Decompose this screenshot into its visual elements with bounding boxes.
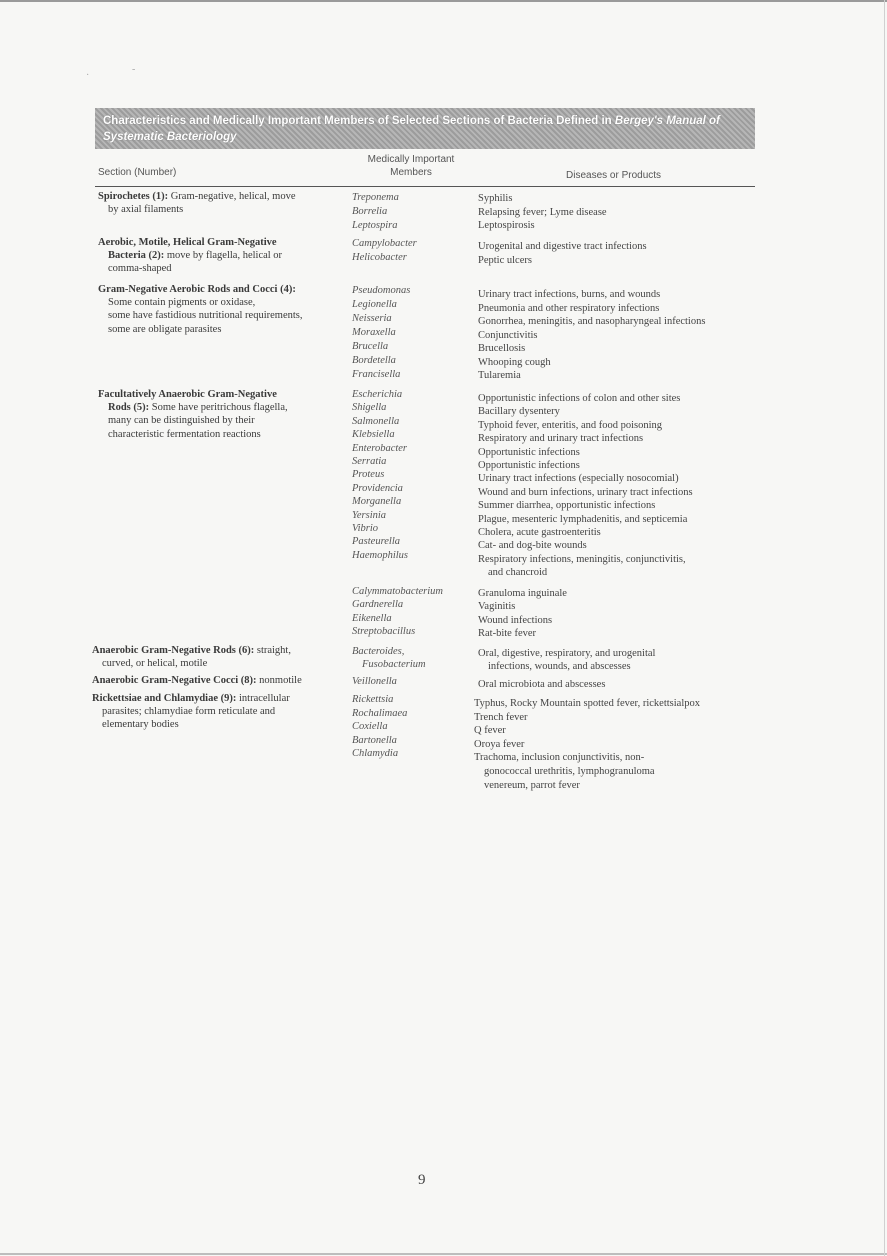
disease-text: Rat-bite fever bbox=[478, 628, 537, 640]
member-name: Salmonella bbox=[352, 415, 400, 427]
disease-text: Urogenital and digestive tract infections bbox=[478, 241, 647, 252]
members-facultative-rods-2 bbox=[352, 585, 477, 639]
disease-text: Urinary tract infections, burns, and wounds bbox=[478, 289, 661, 300]
disease-text: Brucellosis bbox=[478, 343, 526, 354]
section-anaerobic-rods bbox=[92, 644, 340, 670]
members-anaerobic-cocci bbox=[352, 675, 477, 689]
disease-text: Wound infections bbox=[478, 614, 553, 626]
column-header-section: Section (Number) bbox=[98, 167, 177, 178]
member-name: Serratia bbox=[352, 456, 387, 468]
disease-text: Wound and burn infections, urinary tract infections bbox=[478, 486, 693, 498]
member-name: Veillonella bbox=[352, 676, 397, 687]
section-name: Rickettsiae and Chlamydiae (9): bbox=[92, 693, 237, 704]
table-title-italic: Bergey's Manual of Systematic Bacteriology bbox=[103, 115, 720, 143]
member-name: Campylobacter bbox=[352, 238, 417, 249]
section-name: Anaerobic Gram-Negative Rods (6): bbox=[92, 645, 255, 656]
disease-text: Typhoid fever, enteritis, and food poisoning bbox=[478, 419, 663, 431]
member-name: Chlamydia bbox=[352, 748, 399, 760]
section-name-cont: Rods (5): bbox=[108, 402, 150, 414]
members-aerobic-helical bbox=[352, 237, 477, 265]
diseases-aerobic-helical bbox=[478, 240, 753, 267]
disease-text: Oral microbiota and abscesses bbox=[478, 679, 606, 690]
disease-text: Oral, digestive, respiratory, and urogenital bbox=[478, 648, 656, 659]
header-rule bbox=[95, 186, 755, 187]
member-name: Rickettsia bbox=[352, 694, 394, 705]
section-name: Gram-Negative Aerobic Rods and Cocci (4): bbox=[98, 284, 296, 295]
member-name: Francisella bbox=[352, 369, 401, 380]
disease-text-cont: gonococcal urethritis, lymphogranuloma bbox=[484, 765, 655, 777]
disease-text: Gonorrhea, meningitis, and nasopharyngeal infections bbox=[478, 316, 706, 327]
section-desc-line: comma-shaped bbox=[108, 263, 172, 275]
section-desc-line: some are obligate parasites bbox=[108, 323, 222, 335]
section-facultative-rods bbox=[98, 388, 346, 441]
disease-text-cont: and chancroid bbox=[488, 567, 548, 579]
disease-text: Pneumonia and other respiratory infections bbox=[478, 302, 660, 314]
members-anaerobic-rods bbox=[352, 645, 477, 671]
section-desc-line: by axial filaments bbox=[108, 204, 184, 216]
column-header-members: Medically Important Members bbox=[367, 154, 455, 178]
member-name: Neisseria bbox=[352, 313, 392, 324]
disease-text: Trench fever bbox=[474, 711, 528, 723]
disease-text: Oroya fever bbox=[474, 738, 525, 750]
disease-text: Conjunctivitis bbox=[478, 329, 538, 341]
diseases-aerobic-rods-cocci bbox=[478, 288, 753, 383]
member-name: Streptobacillus bbox=[352, 626, 416, 638]
page-right-edge bbox=[884, 0, 885, 1256]
disease-text: Opportunistic infections bbox=[478, 460, 580, 472]
page-number: 9 bbox=[418, 1172, 426, 1188]
section-name: Anaerobic Gram-Negative Cocci (8): bbox=[92, 675, 257, 686]
diseases-anaerobic-cocci bbox=[478, 678, 753, 692]
section-name-cont: Bacteria (2): bbox=[108, 250, 165, 262]
scan-speck: · bbox=[86, 70, 90, 81]
member-name: Coxiella bbox=[352, 721, 388, 733]
member-name: Bartonella bbox=[352, 734, 397, 746]
scan-speck: - bbox=[132, 64, 136, 75]
disease-text: Cholera, acute gastroenteritis bbox=[478, 527, 601, 539]
disease-text: Leptospirosis bbox=[478, 220, 535, 231]
member-name: Helicobacter bbox=[352, 252, 407, 263]
disease-text: Plague, mesenteric lymphadenitis, and septicemia bbox=[478, 513, 688, 525]
section-rickettsiae bbox=[92, 692, 340, 732]
disease-text: Whooping cough bbox=[478, 356, 551, 368]
disease-text: Cat- and dog-bite wounds bbox=[478, 540, 587, 552]
disease-text: Syphilis bbox=[478, 193, 513, 204]
diseases-facultative-rods bbox=[478, 392, 753, 580]
member-name: Eikenella bbox=[352, 612, 392, 624]
disease-text: Respiratory infections, meningitis, conjunctivitis, bbox=[478, 553, 686, 565]
member-name: Borrelia bbox=[352, 206, 388, 217]
section-name: Facultatively Anaerobic Gram-Negative bbox=[98, 389, 277, 400]
member-name: Gardnerella bbox=[352, 599, 404, 611]
member-name: Haemophilus bbox=[352, 549, 408, 561]
disease-text: Vaginitis bbox=[478, 601, 516, 613]
section-desc-line: elementary bodies bbox=[102, 719, 179, 731]
member-name: Rochalimaea bbox=[352, 707, 408, 719]
member-name: Pasteurella bbox=[352, 536, 401, 548]
disease-text: Respiratory and urinary tract infections bbox=[478, 433, 644, 445]
member-name: Morganella bbox=[352, 496, 402, 508]
members-spirochetes bbox=[352, 191, 477, 233]
disease-text: Peptic ulcers bbox=[478, 254, 532, 266]
section-desc: straight, bbox=[254, 645, 291, 656]
disease-text: Urinary tract infections (especially nosocomial) bbox=[478, 473, 679, 485]
disease-text: Relapsing fever; Lyme disease bbox=[478, 206, 607, 218]
section-aerobic-helical bbox=[98, 236, 346, 276]
member-name: Calymmatobacterium bbox=[352, 586, 443, 597]
member-name: Proteus bbox=[352, 469, 385, 481]
disease-text-cont: infections, wounds, and abscesses bbox=[488, 661, 631, 672]
members-aerobic-rods-cocci bbox=[352, 284, 477, 382]
diseases-rickettsiae bbox=[474, 697, 749, 792]
section-desc: intracellular bbox=[236, 693, 290, 704]
diseases-spirochetes bbox=[478, 192, 753, 233]
section-desc-line: curved, or helical, motile bbox=[102, 658, 208, 670]
members-facultative-rods bbox=[352, 388, 477, 562]
diseases-facultative-rods-2 bbox=[478, 587, 753, 641]
section-desc: Gram-negative, helical, move bbox=[168, 191, 296, 202]
page-bottom-edge bbox=[0, 1253, 887, 1255]
section-anaerobic-cocci bbox=[92, 674, 340, 687]
section-spirochetes bbox=[98, 190, 346, 216]
member-name: Bacteroides, bbox=[352, 646, 405, 657]
member-name-cont: Fusobacterium bbox=[362, 659, 426, 670]
member-name: Treponema bbox=[352, 192, 399, 203]
members-rickettsiae bbox=[352, 693, 477, 761]
diseases-anaerobic-rods bbox=[478, 647, 753, 673]
member-name: Leptospira bbox=[352, 220, 398, 231]
member-name: Vibrio bbox=[352, 523, 379, 535]
member-name: Providencia bbox=[352, 482, 403, 494]
member-name: Yersinia bbox=[352, 509, 387, 521]
section-desc-line: some have fastidious nutritional requirements, bbox=[108, 310, 303, 322]
member-name: Brucella bbox=[352, 341, 389, 352]
member-name: Pseudomonas bbox=[352, 285, 411, 296]
disease-text: Granuloma inguinale bbox=[478, 588, 567, 599]
disease-text: Bacillary dysentery bbox=[478, 406, 560, 418]
member-name: Legionella bbox=[352, 299, 397, 310]
member-name: Moraxella bbox=[352, 327, 396, 338]
section-desc-line: characteristic fermentation reactions bbox=[108, 428, 261, 440]
disease-text-cont: venereum, parrot fever bbox=[484, 779, 580, 791]
section-desc: move by flagella, helical or bbox=[164, 250, 283, 262]
member-name: Shigella bbox=[352, 402, 387, 414]
member-name: Escherichia bbox=[352, 389, 403, 400]
section-name: Spirochetes (1): bbox=[98, 191, 169, 202]
member-name: Enterobacter bbox=[352, 442, 408, 454]
table-title-text: Characteristics and Medically Important Members of Selected Sections of Bacteria Defined in bbox=[103, 115, 615, 127]
section-name: Aerobic, Motile, Helical Gram-Negative bbox=[98, 237, 277, 248]
disease-text: Q fever bbox=[474, 725, 506, 737]
disease-text: Trachoma, inclusion conjunctivitis, non- bbox=[474, 752, 645, 764]
member-name: Bordetella bbox=[352, 355, 396, 366]
section-desc-line: Some contain pigments or oxidase, bbox=[108, 297, 256, 309]
disease-text: Typhus, Rocky Mountain spotted fever, rickettsialpox bbox=[474, 698, 701, 709]
section-desc-line: parasites; chlamydiae form reticulate and bbox=[102, 706, 276, 718]
table-title-banner bbox=[95, 108, 755, 149]
disease-text: Tularemia bbox=[478, 370, 521, 381]
column-header-diseases: Diseases or Products bbox=[566, 170, 662, 181]
disease-text: Opportunistic infections of colon and other sites bbox=[478, 393, 681, 404]
section-desc: nonmotile bbox=[256, 675, 302, 686]
disease-text: Opportunistic infections bbox=[478, 446, 580, 458]
section-aerobic-rods-cocci bbox=[98, 283, 346, 336]
section-desc-line: many can be distinguished by their bbox=[108, 415, 255, 427]
page-top-edge bbox=[0, 0, 887, 2]
disease-text: Summer diarrhea, opportunistic infections bbox=[478, 500, 656, 512]
section-desc: Some have peritrichous flagella, bbox=[149, 402, 288, 414]
member-name: Klebsiella bbox=[352, 429, 395, 441]
